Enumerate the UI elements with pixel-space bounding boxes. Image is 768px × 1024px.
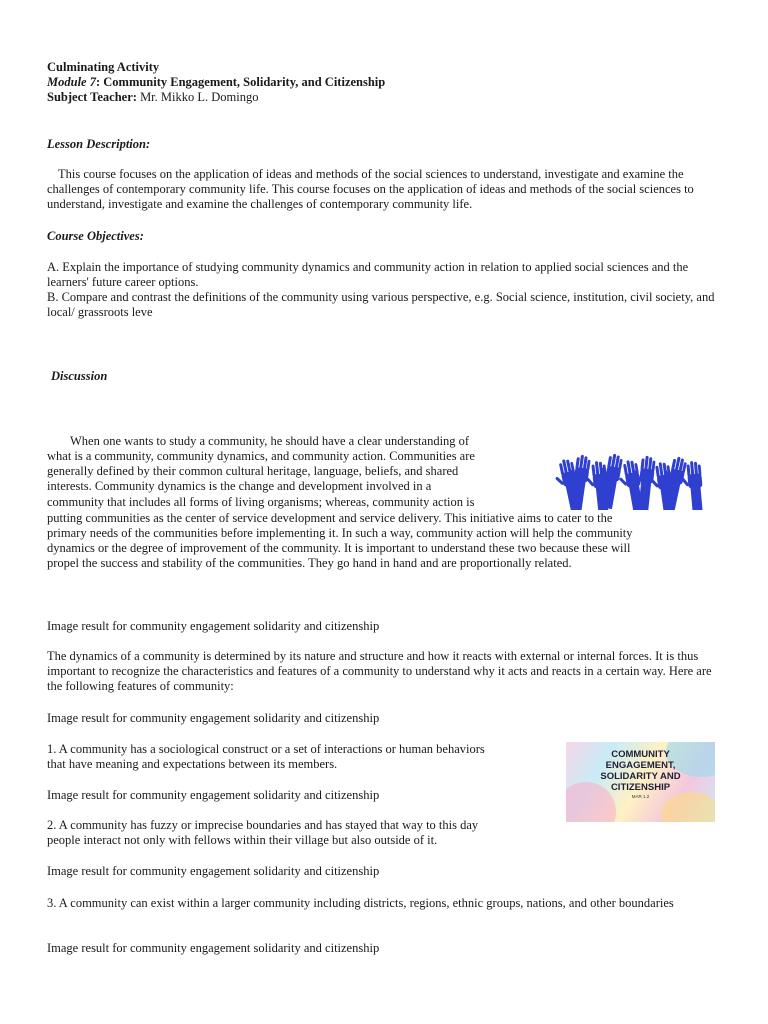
image-caption: Image result for community engagement solidarity and citizenship — [47, 711, 380, 725]
objective-b: B. Compare and contrast the definitions of the community using various perspective, e.g. Social science, institution, civil society, and local/ grassroots leve — [47, 290, 715, 320]
poster-title-line: COMMUNITY — [611, 749, 670, 760]
poster-title-line: SOLIDARITY AND — [600, 771, 681, 782]
poster-title-line: ENGAGEMENT, — [605, 760, 676, 771]
intro-line: generally defined by their common cultural heritage, language, beliefs, and shared — [47, 464, 459, 478]
poster-subtitle: MAR 1.2 — [631, 794, 650, 799]
intro-line: propel the success and stability of the communities. They go hand in hand and are proportionally related. — [47, 556, 572, 570]
intro-line: community that includes all forms of living organisms; whereas, community action is — [47, 495, 475, 509]
objective-a: A. Explain the importance of studying community dynamics and community action in relation to applied social sciences and the learners' future career options. — [47, 260, 689, 290]
raised-hands-icon — [553, 452, 705, 510]
module-label: Module 7 — [47, 75, 96, 89]
intro-line: dynamics or the degree of improvement of the community. It is important to understand these two because these will — [47, 541, 631, 555]
objectives-heading: Course Objectives: — [47, 229, 144, 243]
intro-line: When one wants to study a community, he should have a clear understanding of — [70, 434, 470, 448]
image-caption: Image result for community engagement solidarity and citizenship — [47, 619, 380, 633]
image-caption: Image result for community engagement solidarity and citizenship — [47, 941, 380, 955]
feature-1-line: 1. A community has a sociological construct or a set of interactions or human behaviors — [47, 742, 485, 756]
intro-line: putting communities as the center of service development and service delivery. This initiative aims to cater to the — [47, 511, 613, 525]
feature-2-line: people interact not only with fellows within their village but also outside of it. — [47, 833, 438, 847]
teacher-label: Subject Teacher: — [47, 90, 137, 104]
lesson-heading: Lesson Description: — [47, 137, 151, 151]
dynamics-paragraph: The dynamics of a community is determined by its nature and structure and how it reacts with external or internal forces. It is thus important to recognize the characteristics and features of a community to understand why it acts and reacts in a certain way. Here are the following features of community: — [47, 649, 712, 694]
intro-line: what is a community, community dynamics, and community action. Communities are — [47, 449, 475, 463]
intro-line: interests. Community dynamics is the change and development involved in a — [47, 479, 432, 493]
image-caption: Image result for community engagement solidarity and citizenship — [47, 788, 380, 802]
teacher-name: Mr. Mikko L. Domingo — [136, 90, 259, 104]
poster-title-line: CITIZENSHIP — [610, 782, 671, 793]
discussion-heading: Discussion — [51, 369, 108, 383]
feature-2-line: 2. A community has fuzzy or imprecise boundaries and has stayed that way to this day — [47, 818, 479, 832]
teacher-line — [47, 90, 258, 105]
lesson-text: This course focuses on the application of ideas and methods of the social sciences to understand, investigate and examine the challenges of contemporary community life. This course focuses on the application of ideas and methods of the social sciences to understand, investigate and examine the challenges of contemporary community life. — [47, 167, 694, 212]
activity-title — [47, 60, 159, 75]
image-caption: Image result for community engagement solidarity and citizenship — [47, 864, 380, 878]
module-title — [47, 75, 385, 90]
activity-title-text: Culminating Activity — [47, 60, 160, 74]
community-poster-image — [566, 742, 715, 822]
poster-title — [566, 749, 715, 793]
feature-3: 3. A community can exist within a larger community including districts, regions, ethnic groups, nations, and other boundaries — [47, 896, 674, 910]
feature-1-line: that have meaning and expectations between its members. — [47, 757, 338, 771]
intro-line: primary needs of the communities before implementing it. In such a way, community action will help the community — [47, 526, 633, 540]
module-title-text: : Community Engagement, Solidarity, and Citizenship — [95, 75, 386, 89]
